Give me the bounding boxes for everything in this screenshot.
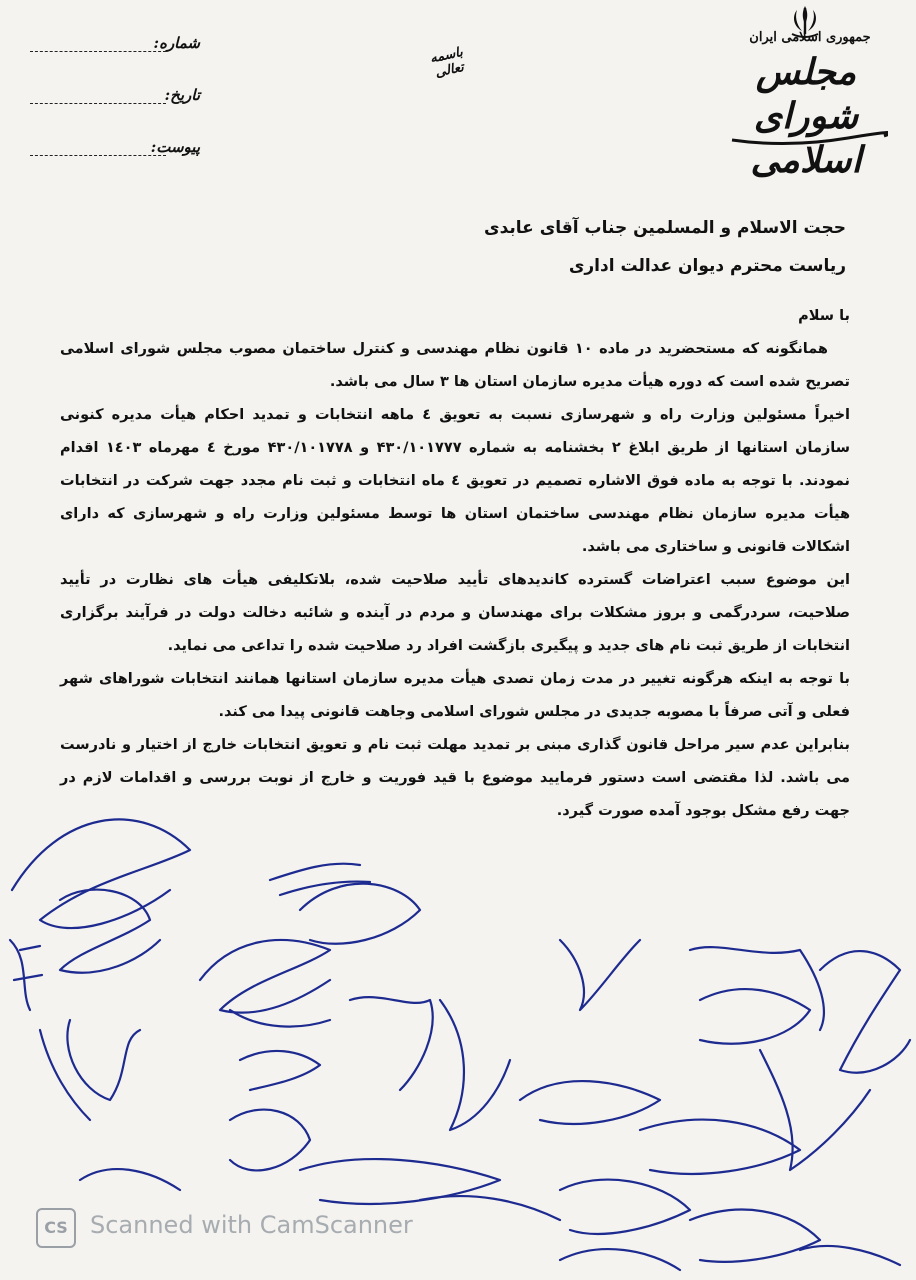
signature — [420, 1196, 560, 1220]
signatures-area — [0, 770, 916, 1280]
signature — [560, 1180, 690, 1234]
camscanner-logo: CS — [36, 1208, 76, 1248]
signature — [520, 1081, 660, 1124]
republic-title: جمهوری اسلامی ایران — [749, 30, 871, 45]
date-line — [30, 103, 166, 104]
signature — [800, 1246, 900, 1265]
signature — [560, 1249, 680, 1270]
signature — [690, 947, 824, 1030]
motto: باسمه تعالی — [428, 44, 466, 81]
date-label: تاریخ: — [164, 86, 200, 104]
signature — [40, 1030, 90, 1120]
signature — [300, 884, 420, 944]
paragraph-5: بنابراین عدم سیر مراحل قانون گذاری مبنی بر تمدید مهلت ثبت نام و تعویق انتخابات خارج از اختیار و نادرست می باشد. لذا مقتضی است دستور فرمایید موضوع با قید فوریت و خارج از نوبت بررسی و اقدامات لازم در جهت رفع مشکل بوجود آمده صورت گیرد. — [60, 737, 850, 819]
signature — [640, 1120, 800, 1174]
signature — [440, 1000, 510, 1130]
letter-body — [60, 300, 850, 828]
signature — [230, 1010, 330, 1027]
signature — [820, 951, 910, 1073]
camscanner-watermark: Scanned with CamScanner — [90, 1211, 413, 1239]
signature — [67, 1020, 140, 1100]
signature — [10, 940, 42, 1010]
logo-swash — [728, 130, 888, 148]
signature — [300, 1159, 500, 1204]
paragraph-3: این موضوع سبب اعتراضات گسترده کاندیدهای تأیید صلاحیت شده، بلاتکلیفی هیأت های نظارت در تأیید صلاحیت، سردرگمی و بروز مشکلات برای مهندسان و مردم در آینده و شائبه دخالت دولت در فرآیند برگزاری انتخابات از طریق ثبت نام های جدید و پیگیری بازگشت افراد رد صلاحیت شده را تداعی می نماید. — [60, 572, 850, 654]
paragraph-1: همانگونه که مستحضرید در ماده ۱۰ قانون نظام مهندسی و کنترل ساختمان مصوب مجلس شورای اسلامی تصریح شده است که دوره هیأت مدیره سازمان استان ها ۳ سال می باشد. — [60, 341, 850, 390]
paragraph-4: با توجه به اینکه هرگونه تغییر در مدت زمان تصدی هیأت مدیره سازمان استانها همانند انتخابات شوراهای شهر فعلی و آتی صرفاً با مصوبه جدیدی در مجلس شورای اسلامی وجاهت قانونی پیدا می کند. — [60, 671, 850, 720]
signature — [690, 1210, 820, 1262]
signature — [60, 890, 160, 973]
signature — [270, 864, 370, 895]
signature — [230, 1110, 310, 1171]
date-field — [30, 86, 200, 110]
parliament-logo-text: مجلس شورای اسلامی — [750, 51, 862, 181]
attachment-field — [30, 138, 200, 162]
greeting: با سلام — [798, 308, 850, 324]
addressee-name: حجت الاسلام و المسلمین جناب آقای عابدی — [484, 218, 846, 238]
signature — [700, 989, 810, 1044]
attachment-line — [30, 155, 166, 156]
signature — [560, 940, 640, 1010]
signature — [240, 1051, 320, 1090]
signature — [80, 1169, 180, 1190]
addressee-title: ریاست محترم دیوان عدالت اداری — [568, 256, 846, 276]
signature — [350, 997, 433, 1090]
signature — [200, 940, 330, 1013]
signature — [12, 819, 190, 928]
signature — [760, 1050, 870, 1170]
number-field — [30, 34, 200, 58]
number-line — [30, 51, 166, 52]
number-label: شماره: — [153, 34, 200, 52]
attachment-label: پیوست: — [150, 138, 200, 156]
paragraph-2: اخیراً مسئولین وزارت راه و شهرسازی نسبت به تعویق ٤ ماهه انتخابات و تمدید احکام هیأت مدیره کنونی سازمان استانها از طریق ابلاغ ۲ بخشنامه به شماره ۴۳۰/۱۰۱۷۷۷ و ۴۳۰/۱۰۱۷۷۸ مورخ ٤ مهرماه ۱٤۰۳ اقدام نمودند. با توجه به ماده فوق الاشاره تصمیم در تعویق ٤ ماه انتخابات و ثبت نام مجدد جهت شرکت در انتخابات هیأت مدیره سازمان نظام مهندسی ساختمان استان ها توسط مسئولین وزارت راه و شهرسازی که دارای اشکالات قانونی و ساختاری می باشد. — [60, 407, 851, 555]
